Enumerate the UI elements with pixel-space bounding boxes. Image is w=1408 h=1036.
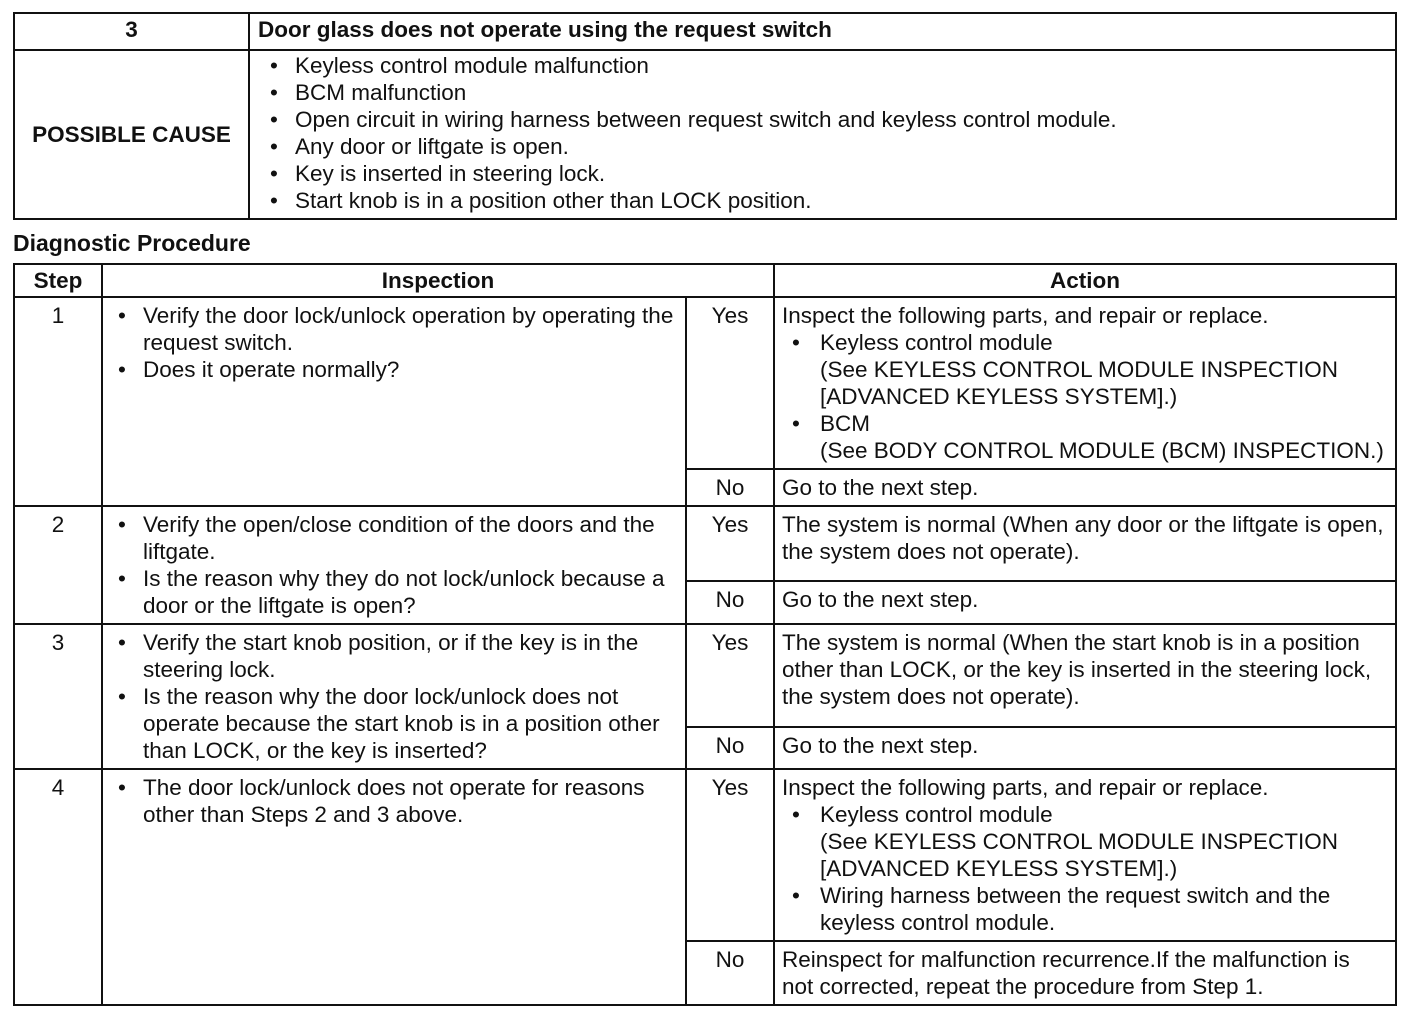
cause-item: • Open circuit in wiring harness between request switch and keyless control module. xyxy=(260,106,1387,133)
yes-action-cell xyxy=(774,297,1396,469)
cause-item: • Key is inserted in steering lock. xyxy=(260,160,1387,187)
action-item xyxy=(782,882,1387,936)
inspection-item: • Verify the open/close condition of the doors and the liftgate. xyxy=(108,511,677,565)
no-action: Go to the next step. xyxy=(774,581,1396,624)
inspection-cell xyxy=(102,769,686,1005)
step-number: 1 xyxy=(14,297,102,506)
part-name: Wiring harness between the request switch and the keyless control module. xyxy=(820,883,1331,935)
yes-action: The system is normal (When any door or the liftgate is open, the system does not operate). xyxy=(774,506,1396,581)
inspection-item: • The door lock/unlock does not operate for reasons other than Steps 2 and 3 above. xyxy=(108,774,677,828)
inspection-item: • Verify the start knob position, or if the key is in the steering lock. xyxy=(108,629,677,683)
no-action: Go to the next step. xyxy=(774,727,1396,769)
no-label: No xyxy=(686,469,774,506)
cause-item: • BCM malfunction xyxy=(260,79,1387,106)
action-item xyxy=(782,410,1387,464)
action-intro: Inspect the following parts, and repair or replace. xyxy=(782,775,1269,800)
inspection-cell xyxy=(102,624,686,769)
symptom-title: Door glass does not operate using the request switch xyxy=(249,13,1396,50)
no-label: No xyxy=(686,581,774,624)
part-name: BCM xyxy=(820,411,871,436)
action-item xyxy=(782,329,1387,410)
cause-item: • Keyless control module malfunction xyxy=(260,52,1387,79)
diagnostic-procedure-heading: Diagnostic Procedure xyxy=(13,230,251,256)
possible-cause-list xyxy=(260,52,1387,214)
part-name: Keyless control module xyxy=(820,802,1053,827)
inspection-item: • Verify the door lock/unlock operation by operating the request switch. xyxy=(108,302,677,356)
table-row xyxy=(14,506,1396,581)
inspection-item: • Does it operate normally? xyxy=(108,356,677,383)
inspection-header: Inspection xyxy=(102,264,774,297)
table-row xyxy=(14,297,1396,469)
inspection-cell xyxy=(102,297,686,506)
yes-label: Yes xyxy=(686,506,774,581)
yes-label: Yes xyxy=(686,297,774,469)
possible-cause-label: POSSIBLE CAUSE xyxy=(14,50,249,219)
no-action: Reinspect for malfunction recurrence.If the malfunction is not corrected, repeat the procedure from Step 1. xyxy=(774,941,1396,1005)
inspection-cell xyxy=(102,506,686,624)
no-action: Go to the next step. xyxy=(774,469,1396,506)
cause-item: • Start knob is in a position other than LOCK position. xyxy=(260,187,1387,214)
no-label: No xyxy=(686,941,774,1005)
step-number: 2 xyxy=(14,506,102,624)
step-number: 3 xyxy=(14,624,102,769)
reference-text: (See BODY CONTROL MODULE (BCM) INSPECTION.) xyxy=(820,438,1384,463)
diagnostic-procedure-table xyxy=(13,263,1397,1006)
reference-text: (See KEYLESS CONTROL MODULE INSPECTION [ADVANCED KEYLESS SYSTEM].) xyxy=(820,357,1339,409)
action-header: Action xyxy=(774,264,1396,297)
part-name: Keyless control module xyxy=(820,330,1053,355)
yes-action: The system is normal (When the start knob is in a position other than LOCK, or the key is inserted in the steering lock, the system does not operate). xyxy=(774,624,1396,727)
symptom-number: 3 xyxy=(14,13,249,50)
yes-label: Yes xyxy=(686,624,774,727)
no-label: No xyxy=(686,727,774,769)
possible-cause-table xyxy=(13,12,1397,220)
possible-cause-list-cell xyxy=(249,50,1396,219)
table-header-row xyxy=(14,264,1396,297)
inspection-item: • Is the reason why they do not lock/unlock because a door or the liftgate is open? xyxy=(108,565,677,619)
table-row xyxy=(14,624,1396,727)
yes-action-cell xyxy=(774,769,1396,941)
action-intro: Inspect the following parts, and repair or replace. xyxy=(782,303,1269,328)
table-row xyxy=(14,769,1396,941)
step-header: Step xyxy=(14,264,102,297)
inspection-item: • Is the reason why the door lock/unlock does not operate because the start knob is in a position other than LOCK, or the key is inserted? xyxy=(108,683,677,764)
step-number: 4 xyxy=(14,769,102,1005)
cause-item: • Any door or liftgate is open. xyxy=(260,133,1387,160)
yes-label: Yes xyxy=(686,769,774,941)
action-item xyxy=(782,801,1387,882)
reference-text: (See KEYLESS CONTROL MODULE INSPECTION [ADVANCED KEYLESS SYSTEM].) xyxy=(820,829,1339,881)
